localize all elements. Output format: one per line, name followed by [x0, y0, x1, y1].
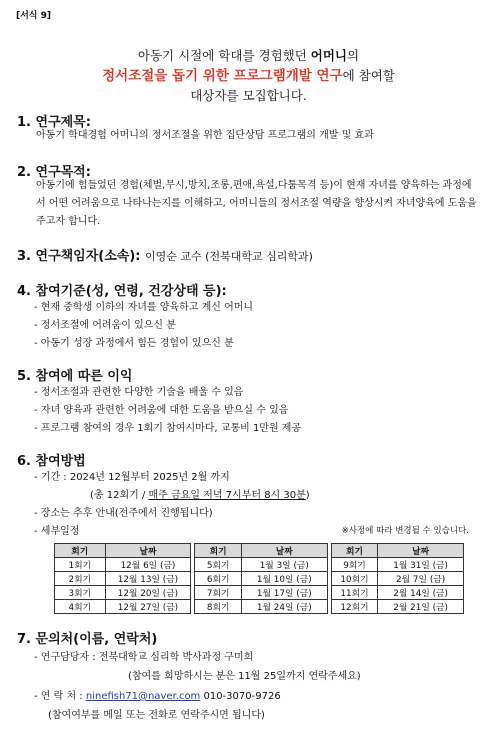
email-link[interactable]: ninefish71@naver.com — [85, 691, 201, 702]
schedule-row — [55, 572, 464, 586]
contact-footer: (참여여부를 메일 또는 전화로 연락주시면 됩니다) — [48, 710, 265, 721]
recruitment-intro — [0, 46, 497, 106]
schedule-header-row — [55, 544, 464, 558]
date-cell: 1월 17일 (금) — [241, 586, 327, 600]
section-5-item: - 프로그램 참여의 경우 1회기 참여시마다, 교통비 1만원 제공 — [34, 423, 302, 434]
schedule-row — [55, 558, 464, 572]
contact-label: - 연구담당자 : — [34, 652, 99, 663]
date-cell: 12월 6일 (금) — [105, 558, 191, 572]
intro-line-2 — [0, 66, 497, 86]
session-cell: 12회기 — [331, 600, 377, 614]
contact-phone-line — [34, 687, 281, 702]
session-cell: 10회기 — [331, 572, 377, 586]
section-7-title: 7. 문의처(이름, 연락처) — [17, 632, 158, 647]
date-cell: 1월 24일 (금) — [241, 600, 327, 614]
phone-label: - 연 락 처 : — [34, 691, 86, 702]
intro-line-3: 대상자를 모집합니다. — [190, 88, 307, 103]
section-6-title: 6. 참여방법 — [17, 454, 86, 469]
section-5-item: - 자녀 양육과 관련한 어려움에 대한 도움을 받으실 수 있음 — [34, 405, 289, 416]
date-cell: 2월 7일 (금) — [378, 572, 464, 586]
section-2-title: 2. 연구목적: — [17, 165, 91, 180]
intro-line-1 — [0, 46, 497, 66]
date-cell: 1월 10일 (금) — [241, 572, 327, 586]
section-3-title — [17, 245, 313, 264]
schedule-row — [55, 600, 464, 614]
session-cell: 8회기 — [195, 600, 241, 614]
form-tag: [서식 9] — [16, 11, 52, 21]
schedule-row — [55, 586, 464, 600]
schedule-period: - 기간 : 2024년 12월부터 2025년 2월 까지 — [34, 472, 230, 483]
intro-line2-post: 에 참여할 — [342, 68, 395, 83]
section-1-title: 1. 연구제목: — [17, 115, 91, 130]
date-cell: 12월 20일 (금) — [105, 586, 191, 600]
phone-number: 010-3070-9726 — [200, 691, 281, 702]
session-cell: 9회기 — [331, 558, 377, 572]
date-cell: 12월 13일 (금) — [105, 572, 191, 586]
schedule-sessions — [90, 486, 310, 501]
session-cell: 4회기 — [55, 600, 106, 614]
sessions-time: 매주 금요일 저녁 7시부터 8시 30분 — [148, 490, 306, 501]
section-4-item: - 정서조절에 어려움이 있으신 분 — [34, 320, 176, 331]
schedule-label: - 세부일정 — [34, 526, 80, 537]
contact-name: 전북대학교 심리학 박사과정 구미희 — [98, 652, 254, 663]
session-cell: 2회기 — [55, 572, 106, 586]
section-1-body: 아동기 학대경험 어머니의 정서조절을 위한 집단상담 프로그램의 개발 및 효과 — [36, 130, 374, 141]
contact-person — [34, 648, 253, 663]
date-cell: 1월 31일 (금) — [378, 558, 464, 572]
date-cell: 2월 14일 (금) — [378, 586, 464, 600]
sessions-pre: (총 12회기 / — [90, 490, 149, 501]
date-cell: 1월 3일 (금) — [241, 558, 327, 572]
section-3-body: 이영순 교수 (전북대학교 심리학과) — [145, 250, 313, 263]
intro-line1-post: 의 — [347, 48, 360, 63]
section-5-title: 5. 참여에 따른 이익 — [17, 369, 133, 384]
session-cell: 7회기 — [195, 586, 241, 600]
section-3-label: 3. 연구책임자(소속): — [17, 249, 141, 264]
schedule-note: ※사정에 따라 변경될 수 있습니다. — [341, 526, 469, 536]
col-session: 회기 — [195, 544, 241, 558]
col-date: 날짜 — [105, 544, 191, 558]
session-cell: 6회기 — [195, 572, 241, 586]
schedule-table — [54, 543, 464, 614]
section-4-item: - 현재 중학생 이하의 자녀를 양육하고 계신 어머니 — [34, 302, 254, 313]
session-cell: 3회기 — [55, 586, 106, 600]
section-2-body: 아동기에 힘들었던 경험(체벌,무시,방치,조롱,편애,욕설,다툼목격 등)이 현재 자녀를 양육하는 과정에서 어떤 어려움으로 나타나는지를 이해하고, 어머니들의 정서조절 역량을 향상시켜 자녀양육에 도움을 주고자 합니다. — [36, 180, 477, 227]
intro-line1-bold: 어머니 — [310, 48, 348, 63]
section-5-item: - 정서조절과 관련한 다양한 기술을 배울 수 있음 — [34, 387, 244, 398]
session-cell: 5회기 — [195, 558, 241, 572]
date-cell: 2월 21일 (금) — [378, 600, 464, 614]
contact-note: (참여를 희망하시는 분은 11월 25일까지 연락주세요) — [128, 671, 361, 682]
intro-highlight: 정서조절을 돕기 위한 프로그램개발 연구 — [102, 68, 343, 84]
col-date: 날짜 — [241, 544, 327, 558]
col-session: 회기 — [331, 544, 377, 558]
intro-line1-text: 아동기 시절에 학대를 경험했던 — [137, 48, 311, 63]
sessions-post: ) — [305, 490, 310, 501]
session-cell: 11회기 — [331, 586, 377, 600]
col-date: 날짜 — [378, 544, 464, 558]
schedule-place: - 장소는 추후 안내(전주에서 진행됩니다) — [34, 508, 213, 519]
section-4-title: 4. 참여기준(성, 연령, 건강상태 등): — [17, 284, 227, 299]
col-session: 회기 — [55, 544, 106, 558]
session-cell: 1회기 — [55, 558, 106, 572]
section-4-item: - 아동기 성장 과정에서 힘든 경험이 있으신 분 — [34, 338, 234, 349]
date-cell: 12월 27일 (금) — [105, 600, 191, 614]
